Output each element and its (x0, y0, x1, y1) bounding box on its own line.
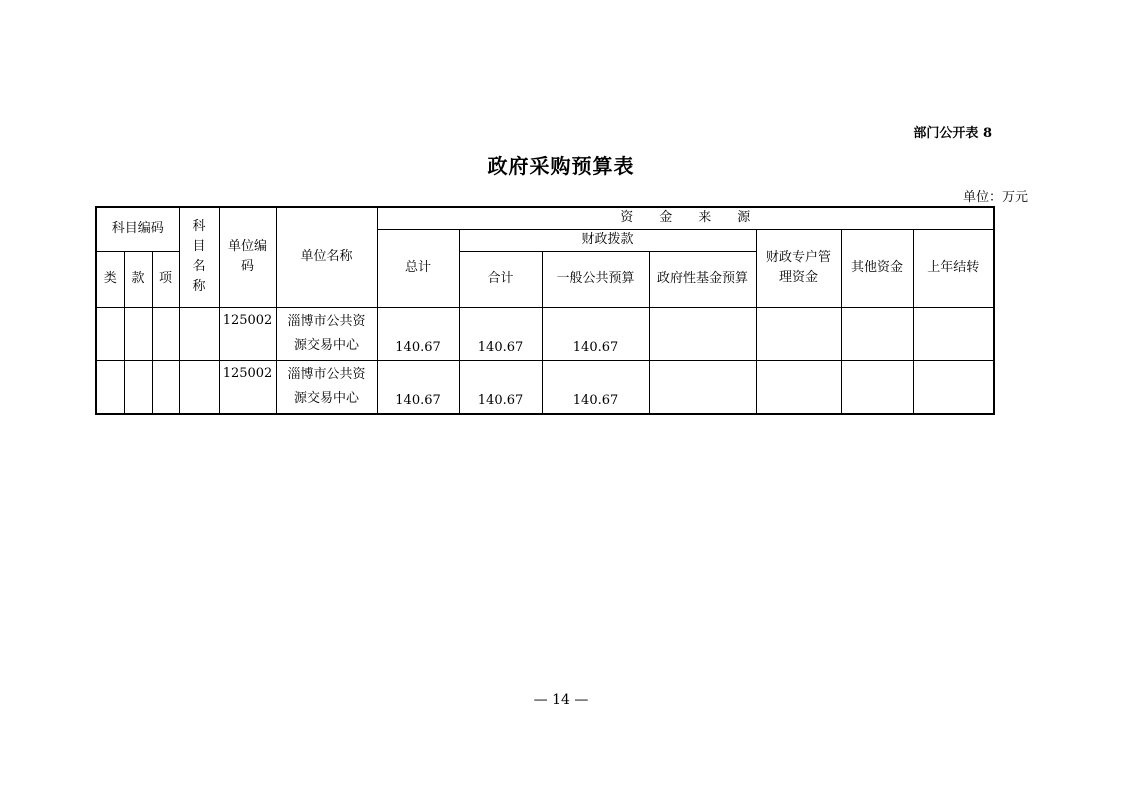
cell-unit-name: 淄博市公共资源交易中心 (276, 360, 377, 414)
table-row (96, 307, 994, 360)
cell-fiscal-total: 140.67 (459, 307, 542, 360)
page-number: — 14 — (533, 692, 589, 708)
cell-general-budget: 140.67 (542, 307, 649, 360)
header-unit-name: 单位名称 (276, 207, 377, 307)
procurement-budget-table (95, 206, 995, 415)
table-row (96, 360, 994, 414)
cell-other-fund (841, 360, 913, 414)
table-number-label: 部门公开表 8 (913, 126, 992, 141)
header-last-year-balance: 上年结转 (913, 229, 994, 307)
cell-general-budget: 140.67 (542, 360, 649, 414)
header-sub: 项 (152, 251, 179, 307)
cell-gov-fund-budget (649, 307, 756, 360)
cell-last-year-balance (913, 360, 994, 414)
header-fiscal-allocation: 财政拨款 (459, 229, 756, 251)
cell-special-fund (756, 307, 841, 360)
header-gov-fund-budget: 政府性基金预算 (649, 251, 756, 307)
cell-unit-name: 淄博市公共资源交易中心 (276, 307, 377, 360)
cell-total: 140.67 (377, 307, 459, 360)
cell-last-year-balance (913, 307, 994, 360)
cell-unit-code: 125002 (219, 360, 276, 414)
header-subject-code: 科目编码 (96, 207, 179, 251)
header-other-fund: 其他资金 (841, 229, 913, 307)
cell-subject-name (179, 360, 219, 414)
header-unit-code: 单位编码 (219, 207, 276, 307)
cell-item (124, 307, 152, 360)
unit-label: 单位：万元 (962, 190, 1028, 205)
header-subject-name: 科目名称 (179, 207, 219, 307)
cell-other-fund (841, 307, 913, 360)
cell-gov-fund-budget (649, 360, 756, 414)
header-class: 类 (96, 251, 124, 307)
header-item: 款 (124, 251, 152, 307)
cell-sub (152, 307, 179, 360)
cell-sub (152, 360, 179, 414)
header-general-budget: 一般公共预算 (542, 251, 649, 307)
cell-unit-code: 125002 (219, 307, 276, 360)
cell-class (96, 360, 124, 414)
header-fund-source: 资 金 来 源 (377, 207, 994, 229)
cell-item (124, 360, 152, 414)
header-fiscal-total: 合计 (459, 251, 542, 307)
cell-subject-name (179, 307, 219, 360)
cell-total: 140.67 (377, 360, 459, 414)
page-title: 政府采购预算表 (487, 154, 635, 178)
cell-special-fund (756, 360, 841, 414)
header-special-fund: 财政专户管理资金 (756, 229, 841, 307)
header-total: 总计 (377, 229, 459, 307)
cell-class (96, 307, 124, 360)
cell-fiscal-total: 140.67 (459, 360, 542, 414)
